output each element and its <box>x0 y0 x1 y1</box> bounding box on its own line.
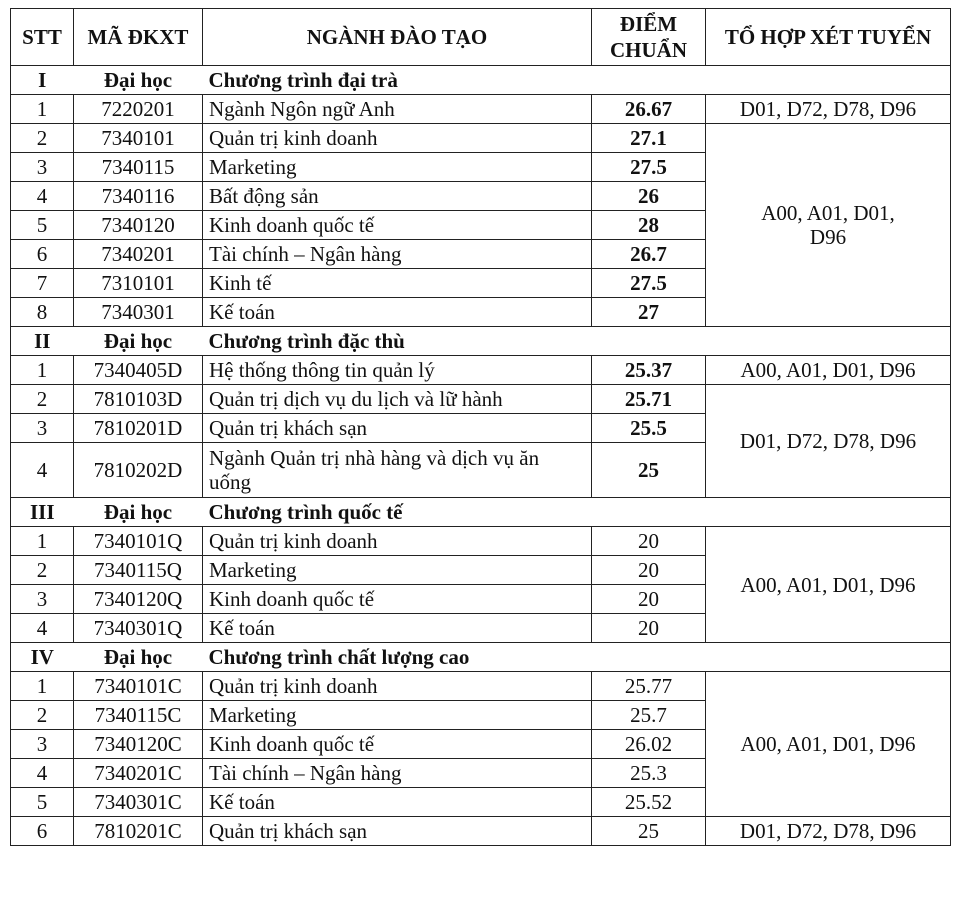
cell-stt: 1 <box>11 95 74 124</box>
header-code: MÃ ĐKXT <box>74 9 203 66</box>
cell-stt: 6 <box>11 240 74 269</box>
cell-code: 7340301 <box>74 298 203 327</box>
cell-score: 25 <box>592 443 706 498</box>
cell-major: Kế toán <box>203 788 592 817</box>
cell-score: 20 <box>592 527 706 556</box>
cell-stt: 3 <box>11 414 74 443</box>
cell-code: 7340201 <box>74 240 203 269</box>
cell-stt: 2 <box>11 385 74 414</box>
cell-major: Kinh tế <box>203 269 592 298</box>
cell-stt: 1 <box>11 672 74 701</box>
section-row <box>11 498 951 527</box>
section-roman: IV <box>11 643 74 672</box>
cell-stt: 4 <box>11 759 74 788</box>
cell-combo-merged: A00, A01, D01, D96 <box>706 672 951 817</box>
table-row <box>11 95 951 124</box>
cell-score: 25.71 <box>592 385 706 414</box>
section-program: Chương trình đại trà <box>203 66 951 95</box>
cell-score: 27.5 <box>592 269 706 298</box>
cell-score: 27.5 <box>592 153 706 182</box>
cell-code: 7810202D <box>74 443 203 498</box>
cell-stt: 2 <box>11 124 74 153</box>
cell-code: 7340301C <box>74 788 203 817</box>
cell-stt: 3 <box>11 153 74 182</box>
section-level: Đại học <box>74 498 203 527</box>
cell-stt: 5 <box>11 788 74 817</box>
cell-combo-merged: D01, D72, D78, D96 <box>706 385 951 498</box>
cell-major: Kinh doanh quốc tế <box>203 585 592 614</box>
top-cropped-strip <box>0 0 960 8</box>
cell-code: 7340120C <box>74 730 203 759</box>
cell-major: Quản trị kinh doanh <box>203 527 592 556</box>
section-level: Đại học <box>74 66 203 95</box>
table-row <box>11 817 951 846</box>
cell-score: 25.37 <box>592 356 706 385</box>
cell-stt: 7 <box>11 269 74 298</box>
cell-stt: 1 <box>11 356 74 385</box>
cell-code: 7340115C <box>74 701 203 730</box>
cell-major: Quản trị khách sạn <box>203 414 592 443</box>
cell-major: Quản trị dịch vụ du lịch và lữ hành <box>203 385 592 414</box>
cell-combo: D01, D72, D78, D96 <box>706 95 951 124</box>
cell-major: Ngành Quản trị nhà hàng và dịch vụ ăn uống <box>203 443 592 498</box>
cell-major: Kế toán <box>203 298 592 327</box>
cell-score: 27.1 <box>592 124 706 153</box>
cell-code: 7340115Q <box>74 556 203 585</box>
cell-major: Marketing <box>203 153 592 182</box>
cell-major: Bất động sản <box>203 182 592 211</box>
cell-code: 7340101C <box>74 672 203 701</box>
section-program: Chương trình đặc thù <box>203 327 951 356</box>
cell-code: 7310101 <box>74 269 203 298</box>
cell-score: 26.67 <box>592 95 706 124</box>
cell-stt: 1 <box>11 527 74 556</box>
cell-major: Quản trị kinh doanh <box>203 124 592 153</box>
admission-score-table-container <box>10 8 950 846</box>
cell-stt: 2 <box>11 556 74 585</box>
header-major: NGÀNH ĐÀO TẠO <box>203 9 592 66</box>
cell-major: Kinh doanh quốc tế <box>203 211 592 240</box>
cell-code: 7340201C <box>74 759 203 788</box>
cell-major: Marketing <box>203 701 592 730</box>
cell-stt: 4 <box>11 182 74 211</box>
cell-combo-merged: A00, A01, D01, D96 <box>706 527 951 643</box>
cell-stt: 8 <box>11 298 74 327</box>
cell-major: Ngành Ngôn ngữ Anh <box>203 95 592 124</box>
cell-code: 7340115 <box>74 153 203 182</box>
section-level: Đại học <box>74 327 203 356</box>
cell-code: 7220201 <box>74 95 203 124</box>
cell-score: 25.7 <box>592 701 706 730</box>
cell-score: 25.3 <box>592 759 706 788</box>
cell-combo: A00, A01, D01, D96 <box>706 356 951 385</box>
cell-major: Marketing <box>203 556 592 585</box>
cell-major: Tài chính – Ngân hàng <box>203 240 592 269</box>
cell-stt: 4 <box>11 443 74 498</box>
cell-code: 7810103D <box>74 385 203 414</box>
cell-score: 25 <box>592 817 706 846</box>
cell-stt: 5 <box>11 211 74 240</box>
cell-combo: D01, D72, D78, D96 <box>706 817 951 846</box>
cell-code: 7340120 <box>74 211 203 240</box>
admission-score-table <box>10 8 951 846</box>
cell-major: Hệ thống thông tin quản lý <box>203 356 592 385</box>
cell-major: Kế toán <box>203 614 592 643</box>
section-roman: I <box>11 66 74 95</box>
cell-code: 7340116 <box>74 182 203 211</box>
header-row <box>11 9 951 66</box>
cell-stt: 2 <box>11 701 74 730</box>
cell-score: 26 <box>592 182 706 211</box>
table-row <box>11 356 951 385</box>
cell-major: Kinh doanh quốc tế <box>203 730 592 759</box>
cell-score: 26.02 <box>592 730 706 759</box>
cell-score: 20 <box>592 556 706 585</box>
cell-score: 25.5 <box>592 414 706 443</box>
section-row <box>11 66 951 95</box>
cell-code: 7340101 <box>74 124 203 153</box>
cell-code: 7810201C <box>74 817 203 846</box>
table-row <box>11 124 951 153</box>
table-row <box>11 672 951 701</box>
cell-code: 7340405D <box>74 356 203 385</box>
section-row <box>11 643 951 672</box>
cell-code: 7340101Q <box>74 527 203 556</box>
cell-major: Quản trị khách sạn <box>203 817 592 846</box>
table-row <box>11 385 951 414</box>
cell-stt: 3 <box>11 730 74 759</box>
table-row <box>11 527 951 556</box>
cell-code: 7340301Q <box>74 614 203 643</box>
cell-score: 20 <box>592 585 706 614</box>
section-roman: III <box>11 498 74 527</box>
cell-stt: 4 <box>11 614 74 643</box>
cell-score: 25.77 <box>592 672 706 701</box>
cell-score: 28 <box>592 211 706 240</box>
cell-stt: 3 <box>11 585 74 614</box>
cell-major: Tài chính – Ngân hàng <box>203 759 592 788</box>
section-program: Chương trình chất lượng cao <box>203 643 951 672</box>
section-roman: II <box>11 327 74 356</box>
cell-score: 26.7 <box>592 240 706 269</box>
cell-score: 27 <box>592 298 706 327</box>
cell-major: Quản trị kinh doanh <box>203 672 592 701</box>
section-level: Đại học <box>74 643 203 672</box>
header-stt: STT <box>11 9 74 66</box>
header-combo: TỔ HỢP XÉT TUYỂN <box>706 9 951 66</box>
cell-code: 7810201D <box>74 414 203 443</box>
cell-score: 25.52 <box>592 788 706 817</box>
cell-stt: 6 <box>11 817 74 846</box>
section-row <box>11 327 951 356</box>
cell-combo-merged: A00, A01, D01, D96 <box>706 124 951 327</box>
cell-code: 7340120Q <box>74 585 203 614</box>
header-score: ĐIỂM CHUẨN <box>592 9 706 66</box>
cell-score: 20 <box>592 614 706 643</box>
section-program: Chương trình quốc tế <box>203 498 951 527</box>
